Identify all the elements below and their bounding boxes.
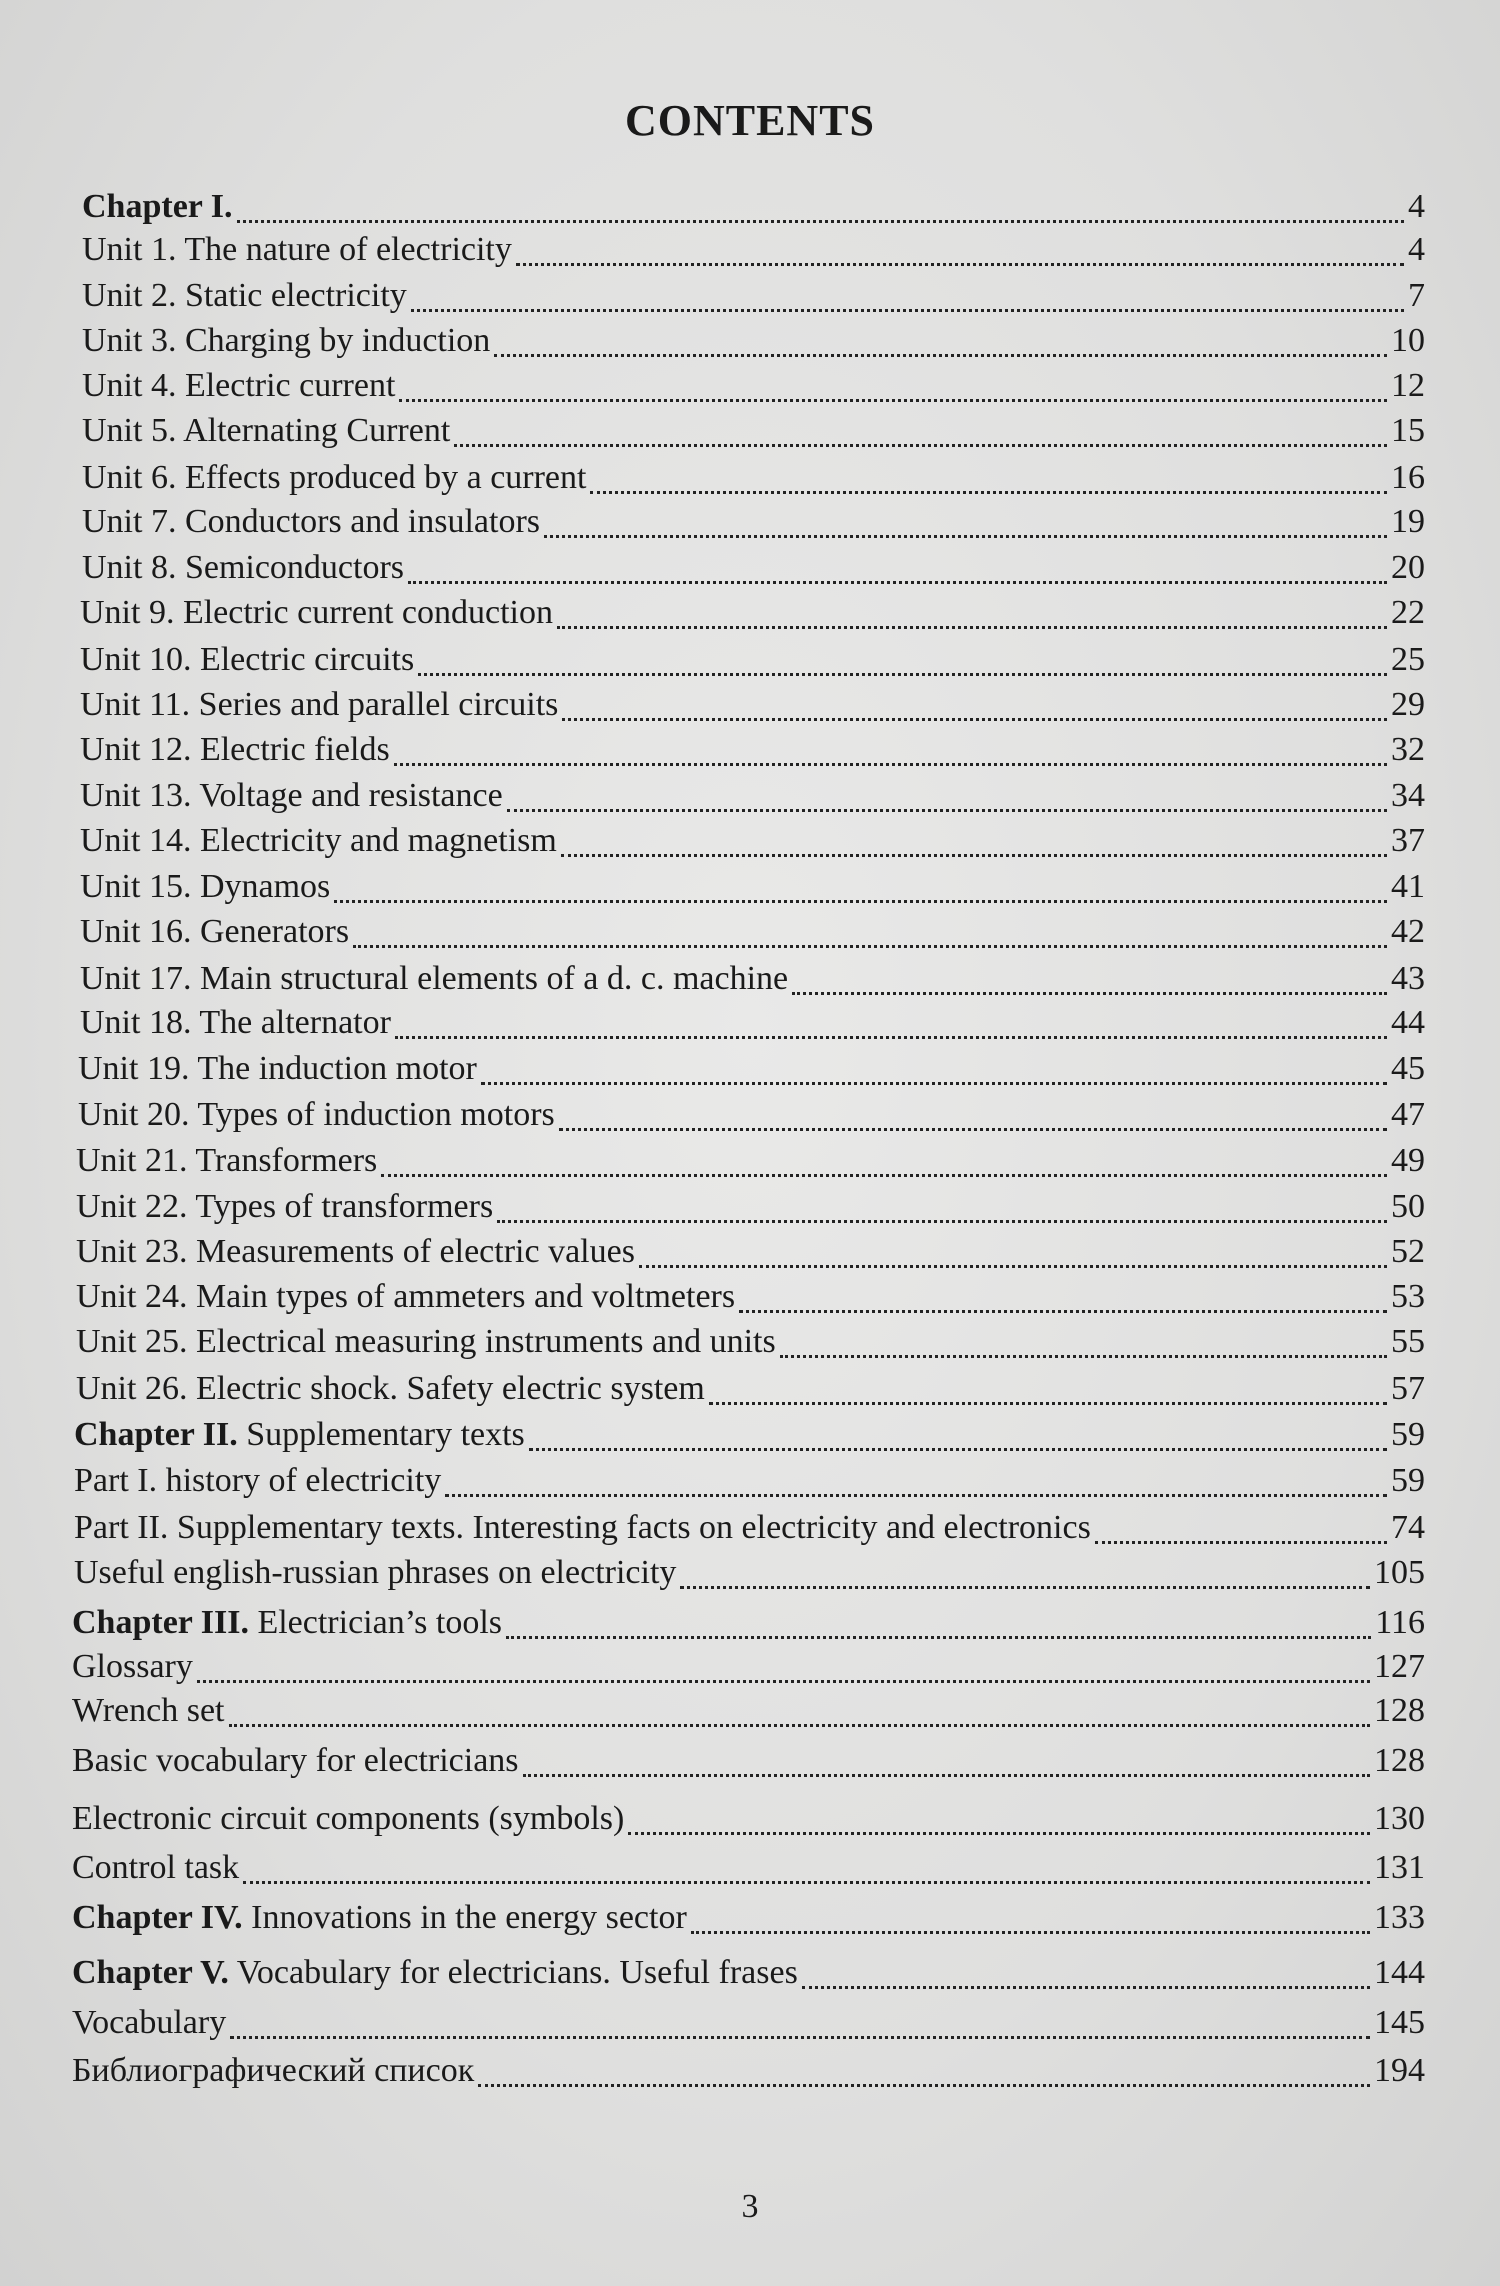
- toc-page-number: 49: [1391, 1142, 1425, 1179]
- dot-leader: [243, 1881, 1370, 1884]
- toc-page-number: 4: [1408, 231, 1425, 268]
- dot-leader: [691, 1931, 1370, 1934]
- toc-entry-text: Part I. history of electricity: [74, 1462, 442, 1499]
- toc-entry-text: Vocabulary: [72, 2004, 227, 2041]
- dot-leader: [394, 763, 1387, 766]
- toc-entry: [80, 868, 1425, 912]
- toc-chapter-label: Chapter III.: [72, 1604, 249, 1641]
- toc-entry-title: [82, 367, 395, 405]
- toc-entry-title: [72, 1800, 624, 1838]
- toc-entry: [76, 1370, 1425, 1414]
- toc-entry-title: [80, 1004, 391, 1042]
- toc-entry: [80, 913, 1425, 957]
- toc-entry-title: [80, 822, 557, 860]
- toc-entry-text: Unit 16. Generators: [80, 913, 350, 950]
- toc-entry-title: [80, 868, 330, 906]
- toc-entry-title: [76, 1188, 493, 1226]
- toc-entry: [72, 1800, 1425, 1844]
- toc-entry-text: Part II. Supplementary texts. Interesting facts on electricity and electronics: [74, 1509, 1091, 1546]
- toc-entry-text: Glossary: [72, 1648, 193, 1685]
- toc-entry-title: [76, 1278, 735, 1316]
- toc-entry-title: [74, 1554, 676, 1592]
- toc-page-number: 34: [1391, 777, 1425, 814]
- dot-leader: [381, 1174, 1387, 1177]
- toc-entry: [80, 1004, 1425, 1048]
- toc-entry-title: [82, 188, 233, 226]
- toc-entry: [80, 641, 1425, 685]
- toc-page-number: 50: [1391, 1188, 1425, 1225]
- toc-entry-text: Unit 25. Electrical measuring instruments and units: [76, 1323, 776, 1360]
- toc-entry-title: [74, 1416, 525, 1454]
- toc-page-number: 59: [1391, 1416, 1425, 1453]
- toc-entry-text: Unit 1. The nature of electricity: [82, 231, 512, 268]
- toc-chapter-label: Chapter V.: [72, 1954, 229, 1991]
- toc-entry-title: [72, 1604, 502, 1642]
- dot-leader: [559, 1128, 1387, 1131]
- toc-entry: [82, 188, 1425, 232]
- toc-entry-text: Unit 12. Electric fields: [80, 731, 390, 768]
- dot-leader: [506, 1636, 1371, 1639]
- toc-entry-title: [78, 1050, 477, 1088]
- toc-entry: [82, 503, 1425, 547]
- page-number: 3: [741, 2188, 759, 2225]
- toc-entry-title: [80, 777, 503, 815]
- toc-page-number: 45: [1391, 1050, 1425, 1087]
- toc-page-number: 43: [1391, 960, 1425, 997]
- toc-entry-title: [76, 1233, 635, 1271]
- toc-entry-title: [82, 549, 404, 587]
- toc-entry-text: Unit 13. Voltage and resistance: [80, 777, 503, 814]
- toc-entry: [82, 322, 1425, 366]
- toc-entry-text: Unit 24. Main types of ammeters and voltmeters: [76, 1278, 736, 1315]
- dot-leader: [353, 945, 1387, 948]
- dot-leader: [516, 263, 1404, 266]
- toc-entry-title: [82, 412, 450, 450]
- toc-entry-title: [74, 1509, 1091, 1547]
- toc-entry: [72, 1604, 1425, 1648]
- toc-entry-title: [82, 277, 407, 315]
- toc-entry-text: Wrench set: [72, 1692, 225, 1729]
- toc-page-number: 128: [1374, 1692, 1425, 1729]
- toc-entry-title: [72, 2004, 226, 2042]
- toc-entry: [76, 1142, 1425, 1186]
- dot-leader: [709, 1402, 1387, 1405]
- toc-entry-title: [72, 1849, 239, 1887]
- toc-entry: [80, 777, 1425, 821]
- toc-entry: [74, 1509, 1425, 1553]
- toc-entry-title: [78, 1096, 555, 1134]
- toc-entry-title: [82, 231, 512, 269]
- toc-entry: [80, 731, 1425, 775]
- dot-leader: [802, 1986, 1370, 1989]
- toc-page-number: 57: [1391, 1370, 1425, 1407]
- toc-entry-title: [80, 913, 349, 951]
- toc-entry-text: Unit 3. Charging by induction: [82, 322, 491, 359]
- toc-entry: [72, 2052, 1425, 2096]
- dot-leader: [639, 1265, 1387, 1268]
- toc-entry-text: Supplementary texts: [237, 1416, 525, 1453]
- toc-entry: [72, 1849, 1425, 1893]
- toc-page-number: 4: [1408, 188, 1425, 225]
- toc-entry-text: Unit 10. Electric circuits: [80, 641, 415, 678]
- toc-page-number: 42: [1391, 913, 1425, 950]
- toc-entry-title: [80, 641, 414, 679]
- toc-entry: [82, 459, 1425, 503]
- toc-entry-text: Unit 21. Transformers: [76, 1142, 378, 1179]
- dot-leader: [557, 626, 1387, 629]
- toc-entry: [72, 1692, 1425, 1736]
- toc-entry-text: Unit 9. Electric current conduction: [80, 594, 553, 631]
- toc-page-number: 20: [1391, 549, 1425, 586]
- toc-entry-title: [80, 960, 788, 998]
- dot-leader: [497, 1220, 1387, 1223]
- toc-page-number: 32: [1391, 731, 1425, 768]
- dot-leader: [229, 1724, 1370, 1727]
- toc-page-number: 41: [1391, 868, 1425, 905]
- toc-entry: [76, 1278, 1425, 1322]
- toc-entry-text: Unit 11. Series and parallel circuits: [80, 686, 559, 723]
- toc-page-number: 52: [1391, 1233, 1425, 1270]
- toc-entry-text: Unit 18. The alternator: [80, 1004, 391, 1041]
- toc-entry-title: [82, 459, 586, 497]
- dot-leader: [237, 220, 1405, 223]
- toc-page-number: 127: [1374, 1648, 1425, 1685]
- toc-entry-title: [80, 731, 390, 769]
- dot-leader: [445, 1494, 1387, 1497]
- dot-leader: [561, 854, 1387, 857]
- toc-entry-text: Unit 6. Effects produced by a current: [82, 459, 587, 496]
- toc-entry-title: [72, 1899, 687, 1937]
- dot-leader: [478, 2084, 1370, 2087]
- dot-leader: [628, 1832, 1370, 1835]
- dot-leader: [507, 809, 1387, 812]
- toc-page-number: 29: [1391, 686, 1425, 723]
- dot-leader: [780, 1355, 1387, 1358]
- toc-entry-text: Unit 5. Alternating Current: [82, 412, 451, 449]
- toc-page-number: 12: [1391, 367, 1425, 404]
- dot-leader: [411, 309, 1404, 312]
- toc-chapter-label: Chapter IV.: [72, 1899, 243, 1936]
- toc-page-number: 194: [1374, 2052, 1425, 2089]
- toc-entry-text: Innovations in the energy sector: [242, 1899, 687, 1936]
- toc-page-number: 133: [1374, 1899, 1425, 1936]
- toc-entry-text: Unit 15. Dynamos: [80, 868, 331, 905]
- toc-entry-text: Unit 26. Electric shock. Safety electric system: [76, 1370, 705, 1407]
- toc-page-number: 16: [1391, 459, 1425, 496]
- toc-page-number: 116: [1375, 1604, 1425, 1641]
- toc-entry: [76, 1323, 1425, 1367]
- toc-entry: [72, 1899, 1425, 1943]
- toc-page-number: 10: [1391, 322, 1425, 359]
- toc-entry-text: Unit 4. Electric current: [82, 367, 396, 404]
- toc-entry-text: Unit 20. Types of induction motors: [78, 1096, 555, 1133]
- toc-entry-text: Electronic circuit components (symbols): [72, 1800, 625, 1837]
- dot-leader: [418, 673, 1387, 676]
- toc-page-number: 25: [1391, 641, 1425, 678]
- dot-leader: [399, 399, 1387, 402]
- dot-leader: [544, 535, 1387, 538]
- toc-entry: [82, 367, 1425, 411]
- toc-entry-text: Unit 8. Semiconductors: [82, 549, 405, 586]
- toc-entry-text: Unit 17. Main structural elements of a d. c. machine: [80, 960, 789, 997]
- dot-leader: [739, 1310, 1387, 1313]
- toc-entry-text: Basic vocabulary for electricians: [72, 1742, 519, 1779]
- toc-page-number: 144: [1374, 1954, 1425, 1991]
- dot-leader: [1095, 1541, 1387, 1544]
- dot-leader: [481, 1082, 1387, 1085]
- toc-entry-title: [72, 1742, 519, 1780]
- toc-entry: [76, 1233, 1425, 1277]
- toc-entry: [80, 960, 1425, 1004]
- dot-leader: [454, 444, 1387, 447]
- toc-page-number: 7: [1408, 277, 1425, 314]
- toc-page-number: 74: [1391, 1509, 1425, 1546]
- toc-chapter-label: Chapter II.: [74, 1416, 238, 1453]
- toc-entry-title: [72, 2052, 474, 2090]
- toc-entry: [78, 1050, 1425, 1094]
- toc-entry: [72, 1648, 1425, 1692]
- toc-entry-text: Unit 19. The induction motor: [78, 1050, 477, 1087]
- toc-entry: [80, 822, 1425, 866]
- dot-leader: [562, 718, 1387, 721]
- dot-leader: [197, 1680, 1370, 1683]
- toc-page-number: 15: [1391, 412, 1425, 449]
- toc-page-number: 22: [1391, 594, 1425, 631]
- toc-entry-title: [76, 1142, 377, 1180]
- toc-entry-title: [76, 1370, 705, 1408]
- toc-chapter-label: Chapter I.: [82, 188, 233, 225]
- toc-entry: [74, 1416, 1425, 1460]
- dot-leader: [408, 581, 1387, 584]
- toc-entry-title: [72, 1692, 225, 1730]
- toc-page-number: 37: [1391, 822, 1425, 859]
- toc-entry-title: [72, 1954, 798, 1992]
- toc-page-number: 47: [1391, 1096, 1425, 1133]
- dot-leader: [792, 992, 1387, 995]
- toc-page-number: 105: [1374, 1554, 1425, 1591]
- toc-entry: [76, 1188, 1425, 1232]
- toc-entry: [82, 231, 1425, 275]
- toc-entry: [82, 412, 1425, 456]
- dot-leader: [334, 900, 1387, 903]
- toc-page-number: 19: [1391, 503, 1425, 540]
- toc-page-number: 59: [1391, 1462, 1425, 1499]
- dot-leader: [680, 1586, 1370, 1589]
- toc-page-number: 53: [1391, 1278, 1425, 1315]
- dot-leader: [590, 491, 1387, 494]
- toc-entry-title: [74, 1462, 441, 1500]
- toc-entry-text: Unit 2. Static electricity: [82, 277, 407, 314]
- toc-entry: [74, 1554, 1425, 1598]
- toc-entry-title: [72, 1648, 193, 1686]
- toc-entry: [78, 1096, 1425, 1140]
- toc-entry: [72, 1742, 1425, 1786]
- toc-entry-text: Unit 22. Types of transformers: [76, 1188, 494, 1225]
- toc-entry-text: Библиографический список: [72, 2052, 475, 2089]
- toc-entry-title: [82, 503, 540, 541]
- toc-entry-text: Control task: [72, 1849, 240, 1886]
- toc-page-number: 145: [1374, 2004, 1425, 2041]
- toc-entry: [82, 549, 1425, 593]
- toc-entry: [80, 686, 1425, 730]
- toc-entry-text: Vocabulary for electricians. Useful frases: [228, 1954, 798, 1991]
- toc-page-number: 55: [1391, 1323, 1425, 1360]
- toc-entry-text: Electrician’s tools: [248, 1604, 503, 1641]
- toc-entry-title: [82, 322, 490, 360]
- toc-entry: [72, 1954, 1425, 1998]
- dot-leader: [529, 1448, 1387, 1451]
- dot-leader: [395, 1036, 1387, 1039]
- toc-entry-text: Unit 14. Electricity and magnetism: [80, 822, 557, 859]
- toc-entry-title: [80, 594, 553, 632]
- toc-entry-text: Useful english-russian phrases on electricity: [74, 1554, 677, 1591]
- page-title: CONTENTS: [624, 96, 876, 145]
- toc-page-number: 131: [1374, 1849, 1425, 1886]
- toc-entry-title: [80, 686, 558, 724]
- dot-leader: [523, 1774, 1370, 1777]
- toc-page-number: 128: [1374, 1742, 1425, 1779]
- toc-entry-title: [76, 1323, 776, 1361]
- toc-entry-text: Unit 7. Conductors and insulators: [82, 503, 541, 540]
- toc-page-number: 44: [1391, 1004, 1425, 1041]
- toc-entry: [82, 277, 1425, 321]
- dot-leader: [230, 2036, 1370, 2039]
- toc-page-number: 130: [1374, 1800, 1425, 1837]
- toc-entry-text: Unit 23. Measurements of electric values: [76, 1233, 635, 1270]
- toc-entry: [72, 2004, 1425, 2048]
- toc-entry: [80, 594, 1425, 638]
- toc-entry: [74, 1462, 1425, 1506]
- dot-leader: [494, 354, 1387, 357]
